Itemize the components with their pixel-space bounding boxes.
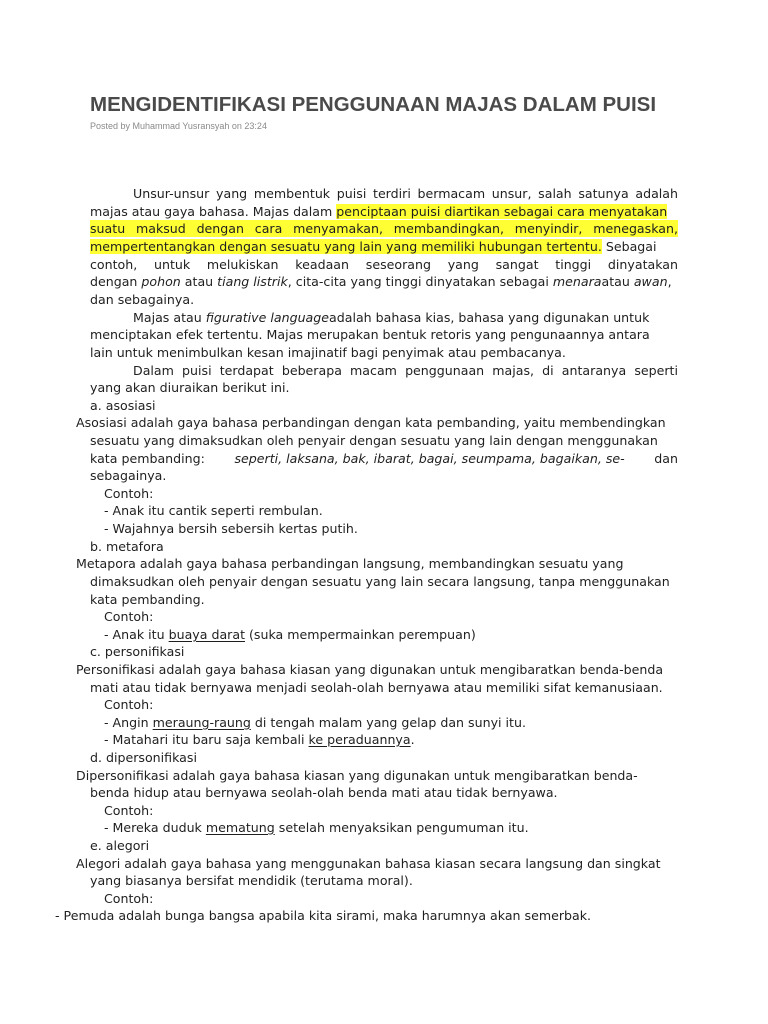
section-d-line-1: Dipersonifikasi adalah gaya bahasa kiasan yang digunakan untuk mengibaratkan benda-	[76, 768, 638, 783]
section-e-contoh: Contoh:	[104, 891, 154, 906]
section-c-heading: c. personifikasi	[90, 644, 185, 659]
highlight: penciptaan puisi diartikan sebagai cara menyatakan	[336, 204, 668, 219]
section-b-line-3: kata pembanding.	[90, 592, 205, 607]
p3-line-2: yang akan diuraikan berikut ini.	[90, 380, 290, 395]
p2-line-1: Majas atau figurative languageadalah bahasa kias, bahasa yang digunakan untuk	[133, 310, 650, 325]
section-b-contoh: Contoh:	[104, 609, 154, 624]
underlined-phrase: meraung-raung	[152, 715, 251, 730]
section-e-line-2: yang biasanya bersifat mendidik (terutama moral).	[90, 873, 413, 888]
p1-line-7: dan sebagainya.	[90, 292, 195, 307]
section-e-heading: e. alegori	[90, 838, 150, 853]
section-a-line-4: sebagainya.	[90, 468, 167, 483]
section-e-example-1: - Pemuda adalah bunga bangsa apabila kita sirami, maka harumnya akan semerbak.	[55, 908, 592, 923]
section-d-contoh: Contoh:	[104, 803, 154, 818]
section-a-line-1: Asosiasi adalah gaya bahasa perbandingan dengan kata pembanding, yaitu membendingkan	[76, 415, 666, 430]
section-c-example-2: - Matahari itu baru saja kembali ke peraduannya.	[104, 732, 415, 747]
section-c-example-1: - Angin meraung-raung di tengah malam yang gelap dan sunyi itu.	[104, 715, 526, 730]
section-c-line-2: mati atau tidak bernyawa menjadi seolah-olah bernyawa atau memiliki sifat kemanusiaan.	[90, 680, 663, 695]
section-d-heading: d. dipersonifikasi	[90, 750, 197, 765]
section-c-line-1: Personifikasi adalah gaya bahasa kiasan yang digunakan untuk mengibaratkan benda-benda	[76, 662, 664, 677]
section-b-line-1: Metapora adalah gaya bahasa perbandingan langsung, membandingkan sesuatu yang	[76, 556, 624, 571]
p2-line-3: lain untuk menimbulkan kesan imajinatif bagi penyimak atau pembacanya.	[90, 345, 566, 360]
section-a-line-2: sesuatu yang dimaksudkan oleh penyair dengan sesuatu yang lain dengan menggunakan	[90, 433, 658, 448]
section-b-line-2: dimaksudkan oleh penyair dengan sesuatu yang lain secara langsung, tanpa menggunakan	[90, 574, 670, 589]
page-title: MENGIDENTIFIKASI PENGGUNAAN MAJAS DALAM PUISI	[90, 93, 657, 116]
underlined-phrase: mematung	[205, 820, 275, 835]
section-b-heading: b. metafora	[90, 539, 164, 554]
p1-line-3	[90, 220, 678, 237]
highlight: mempertentangkan dengan sesuatu yang lain yang memiliki hubungan tertentu.	[90, 239, 602, 254]
section-b-example-1: - Anak itu buaya darat (suka mempermainkan perempuan)	[104, 627, 476, 642]
section-d-example-1: - Mereka duduk mematung setelah menyaksikan pengumuman itu.	[104, 820, 529, 835]
highlight: suatu maksud dengan cara menyamakan, membandingkan, menyindir, menegaskan,	[90, 221, 678, 236]
section-a-contoh: Contoh:	[104, 486, 154, 501]
section-c-contoh: Contoh:	[104, 697, 154, 712]
p1-line-2: majas atau gaya bahasa. Majas dalam penciptaan puisi diartikan sebagai cara menyatakan	[90, 204, 668, 219]
section-d-line-2: benda hidup atau bernyawa seolah-olah benda mati atau tidak bernyawa.	[90, 785, 558, 800]
section-a-example-2: - Wajahnya bersih sebersih kertas putih.	[104, 521, 358, 536]
section-a-example-1: - Anak itu cantik seperti rembulan.	[104, 503, 323, 518]
p1-line-4: mempertentangkan dengan sesuatu yang lain yang memiliki hubungan tertentu. Sebagai	[90, 239, 657, 254]
underlined-phrase: ke peraduannya	[308, 732, 411, 747]
p1-line-5: contoh, untuk melukiskan keadaan seseorang yang sangat tinggi dinyatakan	[90, 257, 678, 272]
underlined-phrase: buaya darat	[168, 627, 246, 642]
post-byline: Posted by Muhammad Yusransyah on 23:24	[90, 121, 267, 131]
p2-line-2: menciptakan efek tertentu. Majas merupakan bentuk retoris yang pengunaannya antara	[90, 327, 650, 342]
p3-line-1: Dalam puisi terdapat beberapa macam penggunaan majas, di antaranya seperti	[133, 363, 678, 378]
section-e-line-1: Alegori adalah gaya bahasa yang menggunakan bahasa kiasan secara langsung dan singkat	[76, 856, 661, 871]
section-a-heading: a. asosiasi	[90, 398, 156, 413]
section-a-line-3: kata pembanding: seperti, laksana, bak, ibarat, bagai, seumpama, bagaikan, se- dan	[90, 451, 678, 466]
p1-line-6: dengan pohon atau tiang listrik, cita-cita yang tinggi dinyatakan sebagai menaraatau awan,	[90, 274, 672, 289]
p1-line-1: Unsur-unsur yang membentuk puisi terdiri bermacam unsur, salah satunya adalah	[133, 186, 678, 201]
